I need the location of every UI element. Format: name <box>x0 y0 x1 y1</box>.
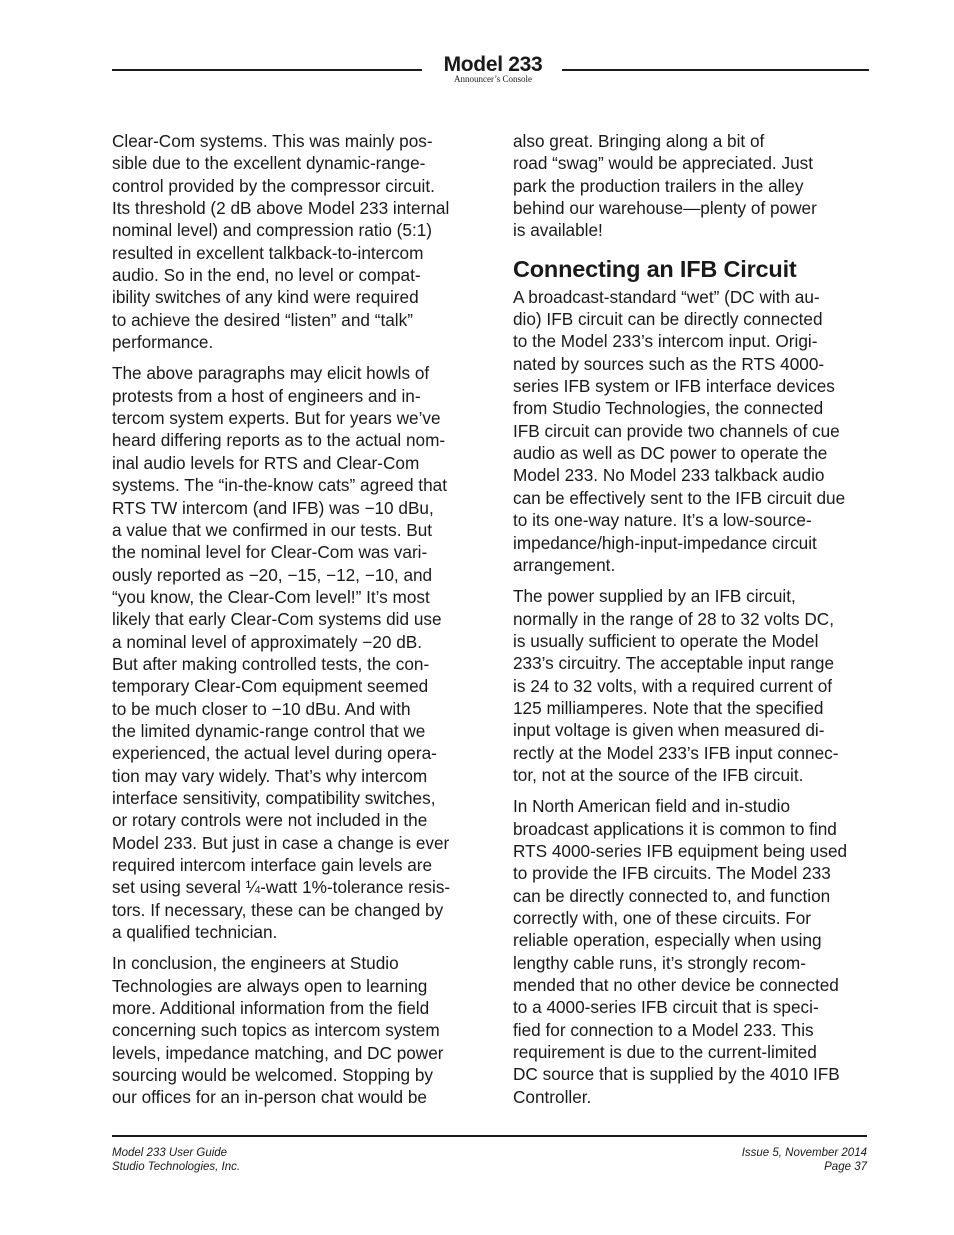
text-line: The power supplied by an IFB circuit, <box>513 586 796 607</box>
text-line: Controller. <box>513 1086 592 1107</box>
text-line: performance. <box>112 332 214 353</box>
text-line: the limited dynamic-range control that we <box>112 720 426 741</box>
text-line: requirement is due to the current-limited <box>513 1042 817 1063</box>
text-line: A broadcast-standard “wet” (DC with au- <box>513 286 820 307</box>
text-line: temporary Clear-Com equipment seemed <box>112 676 429 697</box>
paragraph <box>112 952 484 1108</box>
text-line: In North American field and in-studio <box>513 796 791 817</box>
text-line: a nominal level of approximately −20 dB. <box>112 631 423 652</box>
text-line: can be directly connected to, and function <box>513 885 831 906</box>
text-line: 233’s circuitry. The acceptable input range <box>513 653 835 674</box>
text-line: tors. If necessary, these can be changed by <box>112 899 444 920</box>
text-line: lengthy cable runs, it’s strongly recom- <box>513 952 806 973</box>
text-line: also great. Bringing along a bit of <box>513 131 765 151</box>
text-line: to the Model 233’s intercom input. Origi- <box>513 331 818 352</box>
text-line: likely that early Clear-Com systems did use <box>112 609 442 630</box>
text-line: Clear-Com systems. This was mainly pos- <box>112 131 433 151</box>
left-column <box>112 130 484 1109</box>
text-line: In conclusion, the engineers at Studio <box>112 953 399 974</box>
text-line: tion may vary widely. That’s why intercom <box>112 765 428 786</box>
footer-guide-title: Model 233 User Guide <box>112 1147 228 1159</box>
text-line: nominal level) and compression ratio (5:1) <box>112 220 433 241</box>
text-line: required intercom interface gain levels are <box>112 855 433 875</box>
text-line: reliable operation, especially when using <box>513 930 822 951</box>
text-line: But after making controlled tests, the con- <box>112 653 430 674</box>
text-line: the nominal level for Clear-Com was vari- <box>112 542 428 563</box>
text-line: from Studio Technologies, the connected <box>513 398 824 419</box>
text-line: inal audio levels for RTS and Clear-Com <box>112 452 420 473</box>
text-line: IFB circuit can provide two channels of cue <box>513 420 840 441</box>
text-line: our offices for an in-person chat would be <box>112 1087 427 1108</box>
text-line: to its one-way nature. It’s a low-source- <box>513 510 812 531</box>
text-line: to a 4000-series IFB circuit that is speci- <box>513 997 819 1018</box>
text-line: Model 233. No Model 233 talkback audio <box>513 465 825 486</box>
logo-title: Model 233 <box>443 53 543 76</box>
text-line: a value that we confirmed in our tests. But <box>112 519 433 540</box>
text-line: RTS TW intercom (and IFB) was −10 dBu, <box>112 497 434 518</box>
text-line: a qualified technician. <box>112 922 278 943</box>
text-line: dio) IFB circuit can be directly connected <box>513 309 823 330</box>
text-line: is available! <box>513 220 603 241</box>
paragraph <box>112 130 484 353</box>
text-line: control provided by the compressor circuit. <box>112 175 435 196</box>
text-line: series IFB system or IFB interface devices <box>513 376 835 397</box>
text-line: Its threshold (2 dB above Model 233 internal <box>112 198 450 219</box>
text-line: to be much closer to −10 dBu. And with <box>112 698 411 719</box>
footer-company: Studio Technologies, Inc. <box>112 1161 241 1173</box>
paragraph <box>513 585 885 786</box>
text-line: experienced, the actual level during opera- <box>112 743 437 764</box>
text-line: mended that no other device be connected <box>513 975 839 996</box>
text-line: to achieve the desired “listen” and “talk” <box>112 309 413 330</box>
text-line: to provide the IFB circuits. The Model 233 <box>513 863 831 884</box>
text-line: Technologies are always open to learning <box>112 975 428 996</box>
text-line: arrangement. <box>513 554 616 575</box>
text-line: road “swag” would be appreciated. Just <box>513 153 813 174</box>
text-line: normally in the range of 28 to 32 volts DC, <box>513 608 834 629</box>
text-line: ously reported as −20, −15, −12, −10, and <box>112 564 433 585</box>
paragraph-gap <box>513 576 885 585</box>
text-line: rectly at the Model 233’s IFB input connec- <box>513 742 839 763</box>
text-line: input voltage is given when measured di- <box>513 720 825 741</box>
text-line: correctly with, one of these circuits. For <box>513 908 812 928</box>
footer-rule <box>112 1135 867 1137</box>
header-rule-right <box>562 69 869 71</box>
footer-issue: Issue 5, November 2014 <box>741 1147 867 1159</box>
text-line: “you know, the Clear-Com level!” It’s most <box>112 586 430 607</box>
text-line: protests from a host of engineers and in- <box>112 385 421 406</box>
text-line: interface sensitivity, compatibility switches, <box>112 787 436 808</box>
text-line: or rotary controls were not included in the <box>112 810 428 831</box>
text-line: heard differing reports as to the actual nom- <box>112 430 446 451</box>
text-line: audio. So in the end, no level or compat- <box>112 265 421 286</box>
text-line: fied for connection to a Model 233. This <box>513 1019 814 1040</box>
text-line: is usually sufficient to operate the Model <box>513 630 819 651</box>
text-line: more. Additional information from the field <box>112 998 430 1019</box>
logo-subtitle: Announcer’s Console <box>453 74 533 84</box>
text-line: sible due to the excellent dynamic-range- <box>112 153 426 174</box>
text-line: audio as well as DC power to operate the <box>513 443 828 464</box>
text-line: behind our warehouse—plenty of power <box>513 198 817 219</box>
product-logo <box>432 53 554 84</box>
right-column <box>513 130 885 1108</box>
text-line: 125 milliamperes. Note that the specified <box>513 697 824 718</box>
paragraph-gap <box>112 353 484 362</box>
text-line: The above paragraphs may elicit howls of <box>112 363 430 384</box>
text-line: levels, impedance matching, and DC power <box>112 1042 444 1063</box>
footer-page-number: Page 37 <box>824 1161 867 1173</box>
paragraph-gap <box>513 786 885 795</box>
text-line: RTS 4000-series IFB equipment being used <box>513 840 848 861</box>
text-line: impedance/high-input-impedance circuit <box>513 532 817 553</box>
text-line: can be effectively sent to the IFB circuit due <box>513 487 846 508</box>
footer-left <box>112 1146 240 1174</box>
text-line: resulted in excellent talkback-to-intercom <box>112 242 424 263</box>
text-line: park the production trailers in the alley <box>513 175 804 196</box>
paragraph <box>513 130 885 242</box>
text-line: ibility switches of any kind were required <box>112 287 419 308</box>
header-rule-left <box>112 69 422 71</box>
text-line: set using several ¼-watt 1%-tolerance resis- <box>112 877 451 898</box>
text-line: tercom system experts. But for years we’ve <box>112 408 441 429</box>
paragraph <box>112 362 484 943</box>
text-line: nated by sources such as the RTS 4000- <box>513 353 825 374</box>
paragraph-gap <box>112 943 484 952</box>
text-line: sourcing would be welcomed. Stopping by <box>112 1065 434 1086</box>
section-heading: Connecting an IFB Circuit <box>513 255 797 282</box>
text-line: tor, not at the source of the IFB circuit. <box>513 764 804 785</box>
text-line: DC source that is supplied by the 4010 IFB <box>513 1064 840 1085</box>
paragraph <box>513 286 885 576</box>
paragraph <box>513 795 885 1108</box>
footer-right <box>742 1146 867 1174</box>
text-line: concerning such topics as intercom system <box>112 1020 440 1041</box>
text-line: is 24 to 32 volts, with a required current of <box>513 675 833 696</box>
text-line: Model 233. But just in case a change is ever <box>112 832 450 853</box>
text-line: systems. The “in-the-know cats” agreed that <box>112 475 447 496</box>
text-line: broadcast applications it is common to find <box>513 818 837 839</box>
